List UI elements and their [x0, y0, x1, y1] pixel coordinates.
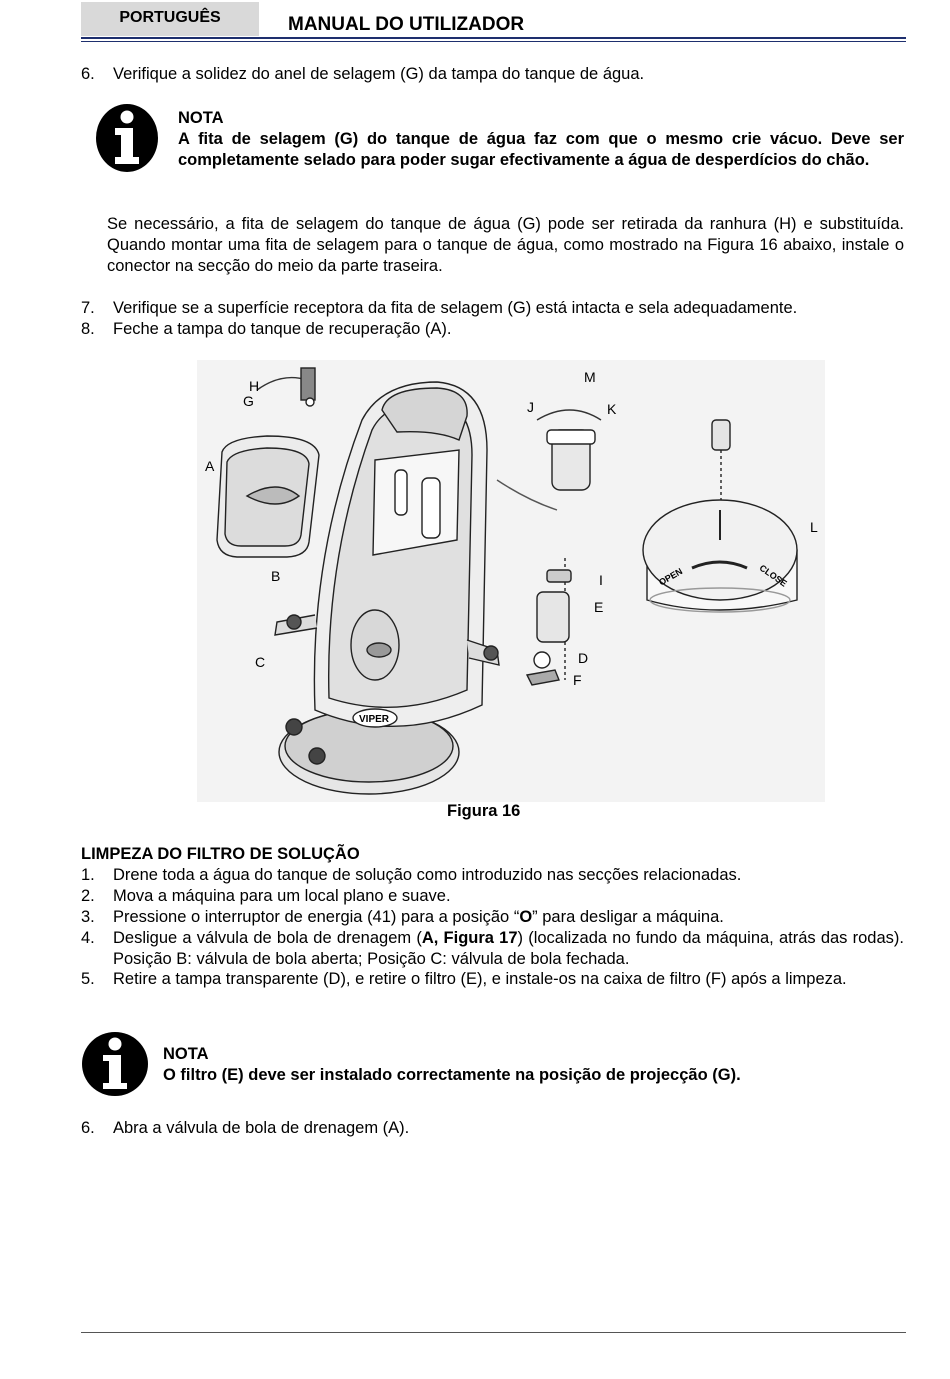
list-item — [81, 969, 904, 990]
step-number: 5. — [81, 970, 95, 988]
header-rule — [81, 37, 906, 39]
step-text-part: Pressione o interruptor de energia (41) para a posição “ — [113, 908, 520, 926]
step-text: Drene toda a água do tanque de solução como introduzido nas secções relacionadas. — [113, 866, 742, 884]
info-icon — [95, 103, 159, 173]
note-heading: NOTA — [178, 109, 224, 127]
step-number: 1. — [81, 866, 95, 884]
step-text: Verifique a solidez do anel de selagem (G) da tampa do tanque de água. — [113, 65, 645, 83]
figure-label-g: G — [243, 393, 254, 409]
figure-label-e: E — [594, 599, 604, 615]
figure-open-text: OPEN — [657, 566, 685, 588]
step-number: 8. — [81, 320, 95, 338]
step-number: 2. — [81, 887, 95, 905]
step-number: 4. — [81, 929, 95, 947]
figure-close-text: CLOSE — [757, 562, 789, 589]
figure-label-l: L — [810, 519, 818, 535]
note-text: A fita de selagem (G) do tanque de água faz com que o mesmo crie vácuo. Deve ser completamente selado para poder sugar efectivamente a água de desperdícios do chão. — [178, 130, 904, 169]
step-text-bold: A, Figura 17 — [421, 929, 518, 947]
figure-label-i: I — [599, 572, 603, 588]
figure-16-illustration — [197, 360, 825, 802]
list-item — [81, 907, 904, 928]
step-text-part: Desligue a válvula de bola de drenagem ( — [113, 929, 422, 947]
figure-brand-text: VIPER — [359, 714, 390, 725]
header-rule-thin — [81, 41, 906, 42]
figure-caption: Figura 16 — [447, 802, 521, 820]
step-text: Retire a tampa transparente (D), e retire o filtro (E), e instale-os na caixa de filtro (F) após a limpeza. — [113, 970, 847, 988]
step-number: 3. — [81, 908, 95, 926]
note-heading: NOTA — [163, 1045, 209, 1063]
list-item — [81, 319, 904, 340]
list-item — [81, 64, 904, 85]
section-heading: LIMPEZA DO FILTRO DE SOLUÇÃO — [81, 845, 360, 863]
figure-label-b: B — [271, 568, 281, 584]
list-item — [81, 298, 904, 319]
list-item — [81, 886, 904, 907]
note-box — [163, 1044, 904, 1086]
step-text-part: ) (localizada no fundo da máquina, atrás das rodas). Posição B: válvula de bola aberta; Posição C: válvula de bola fechada. — [113, 929, 904, 968]
body-paragraph: Se necessário, a fita de selagem do tanque de água (G) pode ser retirada da ranhura (H) e substituída. Quando montar uma fita de selagem para o tanque de água, como mostrado na Figura 16 abaixo, instale o conector na secção do meio da parte traseira. — [107, 215, 904, 275]
note-box — [178, 108, 904, 171]
language-tab: PORTUGUÊS — [81, 2, 259, 36]
list-item — [81, 1118, 904, 1139]
step-text: Feche a tampa do tanque de recuperação (A). — [113, 320, 452, 338]
figure-label-k: K — [607, 401, 617, 417]
figure-label-m: M — [584, 369, 596, 385]
list-item — [81, 928, 904, 970]
info-icon — [81, 1031, 149, 1097]
step-text: Mova a máquina para um local plano e suave. — [113, 887, 451, 905]
step-number: 7. — [81, 299, 95, 317]
step-text — [113, 928, 904, 970]
step-text: Verifique se a superfície receptora da fita de selagem (G) está intacta e sela adequadamente. — [113, 299, 798, 317]
step-number: 6. — [81, 1119, 95, 1137]
figure-label-f: F — [573, 672, 582, 688]
step-number: 6. — [81, 65, 95, 83]
figure-label-d: D — [578, 650, 589, 666]
step-text: Abra a válvula de bola de drenagem (A). — [113, 1119, 410, 1137]
figure-label-h: H — [249, 378, 260, 394]
note-text: O filtro (E) deve ser instalado correctamente na posição de projecção (G). — [163, 1066, 741, 1084]
footer-rule — [81, 1332, 906, 1333]
figure-label-j: J — [527, 399, 534, 415]
step-text — [113, 907, 904, 928]
figure-label-a: A — [205, 458, 215, 474]
list-item — [81, 865, 904, 886]
step-text-part: ” para desligar a máquina. — [532, 908, 724, 926]
document-title: MANUAL DO UTILIZADOR — [288, 14, 525, 35]
step-text-bold: O — [519, 908, 533, 926]
figure-label-c: C — [255, 654, 266, 670]
